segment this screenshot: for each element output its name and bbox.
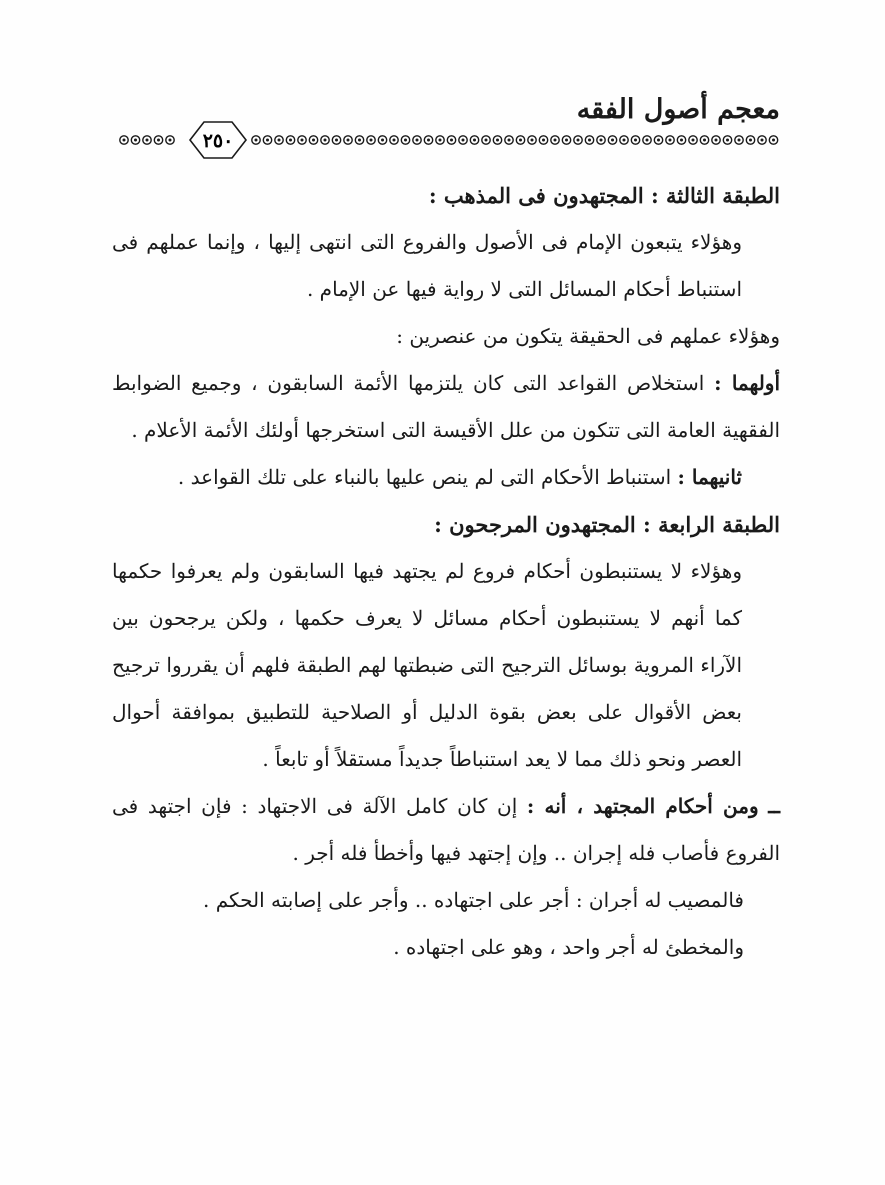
- ornament-dot-center: [611, 139, 614, 142]
- ornament-dot-center: [623, 139, 626, 142]
- section-heading-third: الطبقة الثالثة : المجتهدون فى المذهب :: [428, 183, 780, 208]
- section-heading-fourth: الطبقة الرابعة : المجتهدون المرجحون :: [434, 512, 780, 537]
- book-title: معجم أصول الفقه: [576, 94, 780, 125]
- ornament-dot-center: [588, 139, 591, 142]
- ornament-dot-center: [519, 139, 522, 142]
- ornament-dot-center: [123, 139, 126, 142]
- first-label: أولهما :: [714, 371, 781, 395]
- ornament-dot-center: [289, 139, 292, 142]
- ornament-dot-center: [146, 139, 149, 142]
- ornament-dot-center: [312, 139, 315, 142]
- paragraph-second-element: [112, 454, 780, 501]
- ornament-dot-center: [485, 139, 488, 142]
- ornament-dot-center: [508, 139, 511, 142]
- ornament-dot-center: [393, 139, 396, 142]
- dash-marker: ــ: [768, 794, 780, 818]
- ornament-dots-left: [120, 136, 174, 144]
- ornament-dot-center: [370, 139, 373, 142]
- ornament-dot-center: [404, 139, 407, 142]
- ornament-dot-center: [749, 139, 752, 142]
- second-text: استنباط الأحكام التى لم ينص عليها بالنباء على تلك القواعد .: [177, 465, 678, 489]
- ornament-dot-center: [473, 139, 476, 142]
- ornament-dot-center: [772, 139, 775, 142]
- ornament-dot-center: [565, 139, 568, 142]
- ornament-dot-center: [134, 139, 137, 142]
- ornament-dot-center: [657, 139, 660, 142]
- ornament-dot-center: [542, 139, 545, 142]
- ornament-dot-center: [680, 139, 683, 142]
- ornament-dot-center: [266, 139, 269, 142]
- ornament-dot-center: [715, 139, 718, 142]
- paragraph-first-element: [112, 360, 780, 454]
- ornament-dot-center: [692, 139, 695, 142]
- ornament-dot-center: [427, 139, 430, 142]
- ornament-dot-center: [634, 139, 637, 142]
- page-number: ٢٥٠: [202, 130, 234, 152]
- rulings-text: إن كان كامل الآلة فى الاجتهاد : فإن اجتهد فى الفروع فأصاب فله إجران .. وإن إجتهد فيها وأخطأ فله أجر .: [112, 794, 780, 865]
- ornament-dot-center: [439, 139, 442, 142]
- paragraph: وهؤلاء عملهم فى الحقيقة يتكون من عنصرين :: [396, 324, 780, 348]
- page-number-frame: [190, 122, 246, 158]
- rulings-paragraph: [112, 783, 780, 877]
- ornament-dot-center: [646, 139, 649, 142]
- ornament-dot-center: [358, 139, 361, 142]
- ornament-dot-center: [278, 139, 281, 142]
- paragraph: وهؤلاء لا يستنبطون أحكام فروع لم يجتهد فيها السابقون ولم يعرفوا حكمها كما أنهم لا يستنبطون أحكام مسائل لا يعرف حكمها ، ولكن يرجحون بين الآراء المروية بوسائل الترجيح التى ضبطتها لهم الطبقة فلهم أن يقرروا ترجيح بعض الأقوال على بعض بقوة الدليل أو الصلاحية للتطبيق بموافقة أحوال العصر ونحو ذلك مما لا يعد استنباطاً جديداً مستقلاً أو تابعاً .: [112, 559, 742, 771]
- ornament-dot-center: [335, 139, 338, 142]
- ornament-dot-center: [726, 139, 729, 142]
- second-label: ثانيهما :: [677, 465, 742, 489]
- paragraph: فالمصيب له أجران : أجر على اجتهاده .. وأجر على إصابته الحكم .: [203, 888, 744, 912]
- ornament-dot-center: [738, 139, 741, 142]
- first-text: استخلاص القواعد التى كان يلتزمها الأئمة السابقون ، وجميع الضوابط الفقهية العامة التى تتكون من علل الأقيسة التى استخرجها أولئك الأئمة الأعلام .: [112, 371, 780, 442]
- ornament-dot-center: [255, 139, 258, 142]
- paragraph: والمخطئ له أجر واحد ، وهو على اجتهاده .: [393, 935, 744, 959]
- ornament-dot-center: [703, 139, 706, 142]
- ornament-dot-center: [324, 139, 327, 142]
- ornament-dots-right: [252, 136, 778, 144]
- ornament-dot-center: [600, 139, 603, 142]
- rulings-label: ومن أحكام المجتهد ، أنه :: [526, 794, 759, 818]
- ornament-dot-center: [462, 139, 465, 142]
- ornament-dot-center: [554, 139, 557, 142]
- header-ornament: [118, 116, 785, 164]
- ornament-dot-center: [531, 139, 534, 142]
- ornament-dot-center: [496, 139, 499, 142]
- ornament-dot-center: [416, 139, 419, 142]
- ornament-dot-center: [347, 139, 350, 142]
- ornament-dot-center: [761, 139, 764, 142]
- page-body: [112, 172, 780, 971]
- ornament-dot-center: [577, 139, 580, 142]
- ornament-dot-center: [169, 139, 172, 142]
- ornament-dot-center: [157, 139, 160, 142]
- ornament-dot-center: [301, 139, 304, 142]
- ornament-dot-center: [669, 139, 672, 142]
- ornament-dot-center: [450, 139, 453, 142]
- ornament-dot-center: [381, 139, 384, 142]
- paragraph: وهؤلاء يتبعون الإمام فى الأصول والفروع التى انتهى إليها ، وإنما عملهم فى استنباط أحكام المسائل التى لا رواية فيها عن الإمام .: [112, 230, 742, 301]
